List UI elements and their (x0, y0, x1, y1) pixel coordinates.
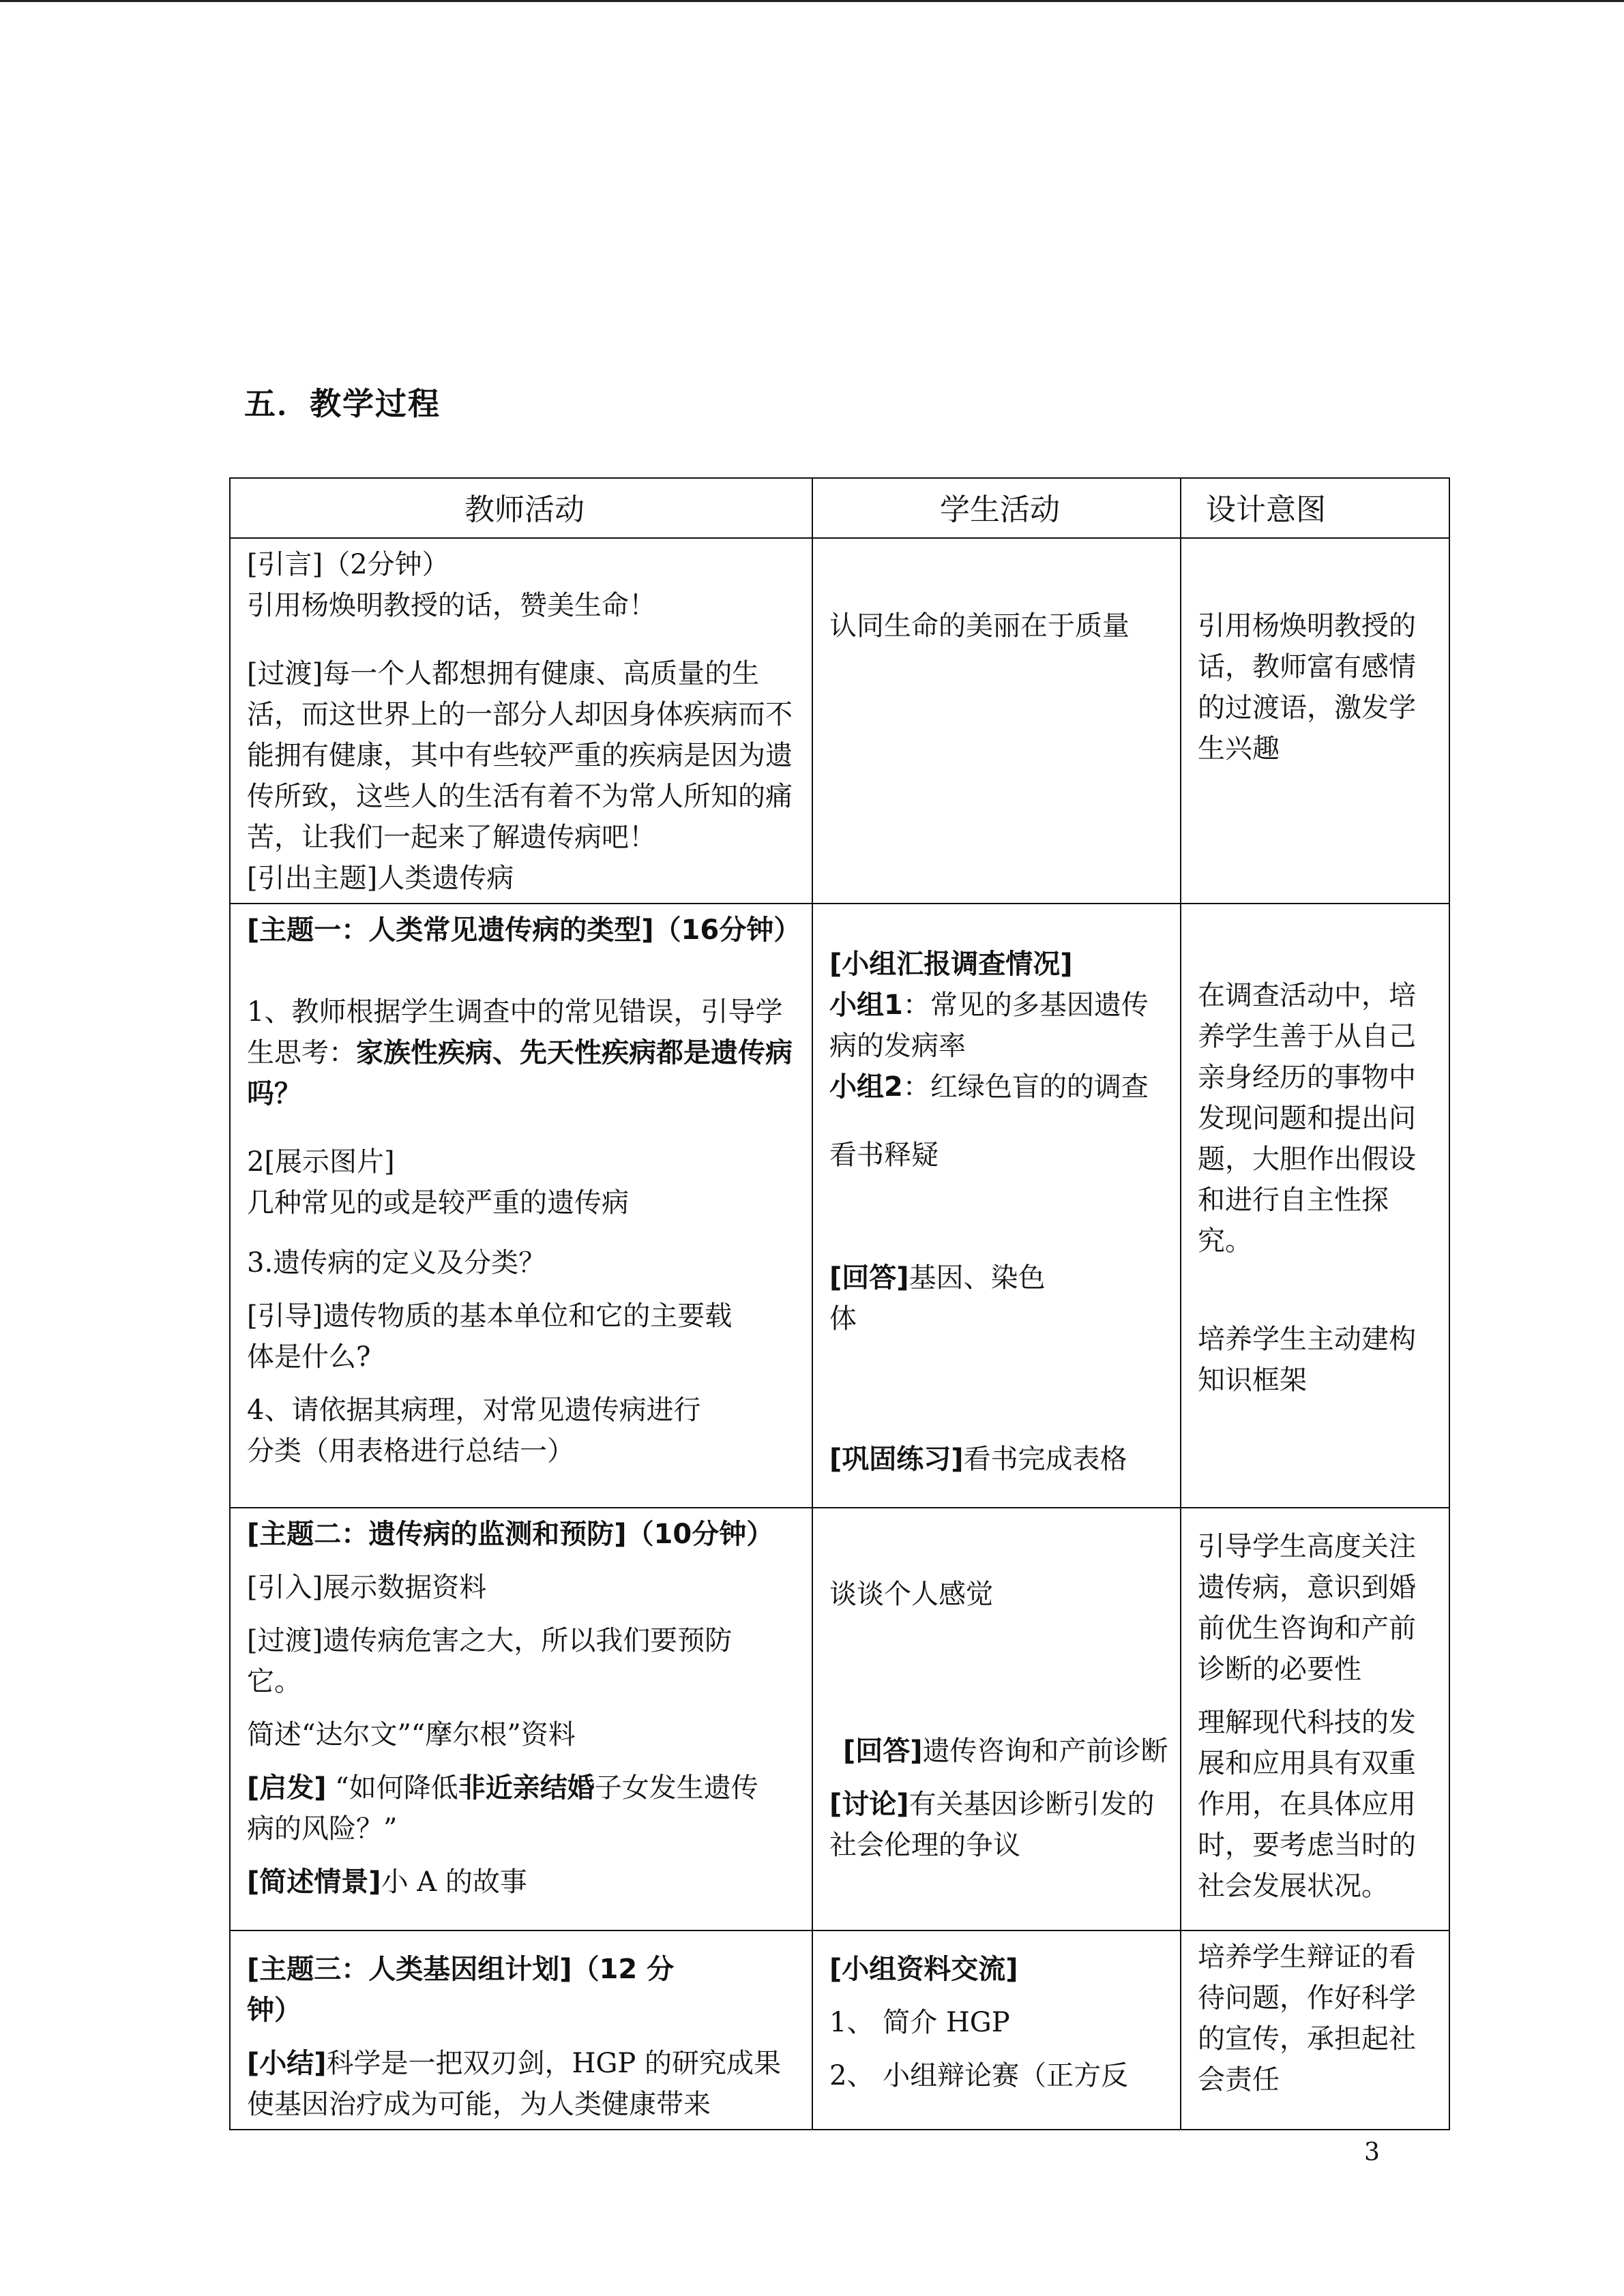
row1-student-cell (812, 538, 1181, 904)
brief-text: 简述“达尔文”“摩尔根”资料 (247, 1719, 576, 1750)
table-row (230, 1930, 1449, 2130)
story-tag: [简述情景] (247, 1866, 381, 1898)
topic1-item1-text: 1、教师根据学生调查中的常见错误，引导学生思考： (247, 996, 783, 1069)
topic3-title: [主题三：人类基因组计划]（12 分钟） (247, 1954, 675, 2026)
group1-text: ：常见的多基因遗传病的发病率 (829, 989, 1149, 1062)
inspire-bold: 非近亲结婚 (458, 1772, 595, 1804)
group1-line (829, 985, 1170, 1067)
summary-tag: [小结] (247, 2048, 327, 2079)
discuss-tag: [讨论] (829, 1789, 909, 1820)
row3-intent-cell (1181, 1508, 1449, 1930)
practice-line (829, 1439, 1170, 1480)
row3-student-cell (812, 1508, 1181, 1930)
header-student-activity: 学生活动 (812, 478, 1181, 538)
group2-text: ：红绿色盲的的调查 (902, 1071, 1149, 1103)
intro-data-text: 展示数据资料 (323, 1572, 487, 1603)
inspire-pre: “如何降低 (326, 1772, 458, 1804)
table-row (230, 1508, 1449, 1930)
topic-tag: [引出主题] (247, 863, 378, 894)
topic1-item4 (247, 1296, 752, 1377)
answer2-text: 遗传咨询和产前诊断 (922, 1735, 1168, 1767)
exchange-heading: [小组资料交流] (829, 1954, 1018, 1985)
guide-text: 遗传物质的基本单位和它的主要载体是什么? (247, 1300, 733, 1373)
practice-text: 看书完成表格 (963, 1444, 1127, 1475)
topic1-item1-bold: 家族性疾病、先天性疾病都是遗传病吗？ (247, 1037, 793, 1109)
discuss-line (829, 1784, 1170, 1866)
group1-label: 小组1 (829, 989, 903, 1021)
intro-data-line (247, 1567, 802, 1608)
inspire-line (247, 1768, 765, 1849)
row2-intent-cell (1181, 904, 1449, 1508)
row4-teacher-cell (230, 1930, 812, 2130)
topic1-item5: 4、请依据其病理，对常见遗传病进行分类（用表格进行总结一） (247, 1395, 701, 1467)
intro-heading: [引言]（2分钟） (247, 549, 449, 580)
inspire-tag: [启发] (247, 1772, 327, 1804)
topic2-title: [主题二：遗传病的监测和预防]（10分钟） (247, 1519, 774, 1550)
practice-tag: [巩固练习] (829, 1444, 964, 1475)
exchange-item2: 2、 小组辩论赛（正方反 (829, 2060, 1129, 2091)
topic1-item2-tag: 2[展示图片] (247, 1146, 395, 1178)
intro-text: 引用杨焕明教授的话，赞美生命！ (247, 590, 656, 621)
row3-teacher-cell (230, 1508, 812, 1930)
row2-intent-text2: 培养学生主动建构知识框架 (1198, 1324, 1416, 1396)
prevent-tag: [过渡] (247, 1625, 323, 1656)
feel-text: 谈谈个人感觉 (829, 1579, 993, 1610)
group2-label: 小组2 (829, 1071, 903, 1103)
row1-teacher-cell (230, 538, 812, 904)
table-header-row (230, 478, 1449, 538)
group-report-heading: [小组汇报调查情况] (829, 949, 1073, 980)
header-teacher-activity: 教师活动 (230, 478, 812, 538)
table-row (230, 538, 1449, 904)
story-line (247, 1862, 802, 1903)
topic-text: 人类遗传病 (377, 863, 514, 894)
guide-tag: [引导] (247, 1300, 323, 1332)
row2-intent-text1: 在调查活动中，培养学生善于从自己亲身经历的事物中发现问题和提出问题，大胆作出假设和进行自主性探究。 (1198, 980, 1416, 1257)
row3-intent-text1: 引导学生高度关注遗传病，意识到婚前优生咨询和产前诊断的必要性 (1198, 1531, 1416, 1685)
story-text: 小 A 的故事 (381, 1866, 527, 1898)
row3-intent-text2: 理解现代科技的发展和应用具有双重作用，在具体应用时，要考虑当时的社会发展状况。 (1198, 1707, 1416, 1902)
row1-student-text: 认同生命的美丽在于质量 (829, 610, 1130, 642)
row1-intent-text: 引用杨焕明教授的话，教师富有感情的过渡语，激发学生兴趣 (1198, 610, 1416, 764)
topic1-item3: 3.遗传病的定义及分类？ (247, 1247, 546, 1279)
summary-line (247, 2043, 802, 2125)
header-design-intent: 设计意图 (1181, 478, 1449, 538)
transition-tag: [过渡] (247, 658, 323, 689)
answer2-tag: [回答] (843, 1735, 923, 1767)
topic1-title: [主题一：人类常见遗传病的类型]（16分钟） (247, 914, 801, 946)
answer-line (829, 1257, 1054, 1339)
row2-teacher-cell (230, 904, 812, 1508)
summary-text: 科学是一把双刃剑，HGP 的研究成果使基因治疗成为可能，为人类健康带来 (247, 2048, 782, 2120)
discuss-text: 有关基因诊断引发的社会伦理的争议 (829, 1789, 1155, 1861)
intro-data-tag: [引入] (247, 1572, 323, 1603)
read-book-text: 看书释疑 (829, 1139, 939, 1171)
answer-tag: [回答] (829, 1262, 909, 1294)
section-title: 五．教学过程 (244, 385, 441, 422)
top-border-line (0, 0, 1624, 2)
inspire-post: 子女发生遗传病的风险？” (247, 1772, 758, 1845)
answer2-line (829, 1731, 1170, 1772)
teaching-process-table (229, 477, 1450, 2130)
group2-line (829, 1067, 1170, 1107)
table-row (230, 904, 1449, 1508)
row4-student-cell (812, 1930, 1181, 2130)
exchange-item1: 1、 简介 HGP (829, 2007, 1010, 2038)
transition-text: 每一个人都想拥有健康、高质量的生活，而这世界上的一部分人却因身体疾病而不能拥有健康，其中有些较严重的疾病是因为遗传所致，这些人的生活有着不为常人所知的痛苦，让我们一起来了解遗传病吧！ (247, 658, 793, 853)
prevent-line (247, 1620, 765, 1702)
row2-student-cell (812, 904, 1181, 1508)
row4-intent-cell (1181, 1930, 1449, 2130)
row1-intent-cell (1181, 538, 1449, 904)
page-number: 3 (1364, 2138, 1380, 2166)
topic1-item2-text: 几种常见的或是较严重的遗传病 (247, 1187, 629, 1219)
transition-paragraph (247, 653, 802, 858)
topic1-item1 (247, 992, 802, 1114)
answer-text: 基因、染色体 (829, 1262, 1046, 1335)
prevent-text: 遗传病危害之大，所以我们要预防它。 (247, 1625, 733, 1697)
topic-paragraph (247, 858, 802, 899)
row4-intent-text: 培养学生辩证的看待问题，作好科学的宣传，承担起社会责任 (1198, 1941, 1416, 2096)
